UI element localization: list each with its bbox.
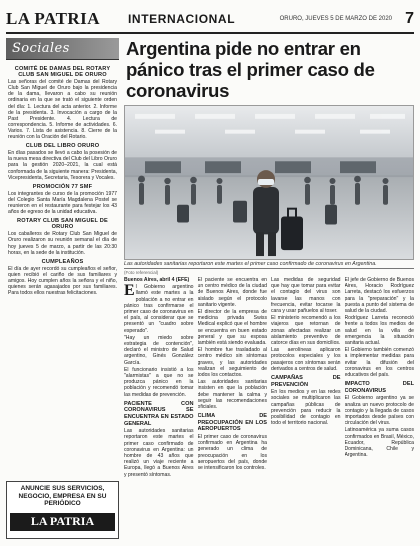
article-paragraph: El funcionario insistió a los "alarmistas" a que no se produzca pánico en la población y recomendó tomar las medidas de prevención.: [124, 366, 194, 398]
article-column: [124, 277, 194, 531]
sociales-text: [6, 60, 119, 296]
masthead: [6, 6, 414, 34]
article-photo: [124, 105, 414, 260]
article-column: [271, 277, 341, 531]
section-name: INTERNACIONAL: [128, 12, 236, 26]
article-paragraph: Rodríguez Larreta reconoció frente a todos los medios de salud en la villa de emergencia la situación sanitaria actual.: [344, 315, 414, 347]
article-column: [198, 277, 268, 531]
issue-date: ORURO, JUEVES 5 DE MARZO DE 2020: [279, 16, 392, 22]
article-lead: [124, 284, 194, 334]
article-paragraph: Las autoridades sanitarias reportaron este martes el primer caso confirmado de coronavirus en Argentina: un hombre de 43 años que realizó un viaje reciente a Europa, llegó a Buenos Aires y presentó síntomas.: [124, 428, 194, 478]
article-subhead: PACIENTE CON CORONAVIRUS SE ENCUENTRA EN ESTADO GENERAL: [124, 400, 194, 427]
social-block-body: Los caballeros de Rotary Club San Miguel de Oruro realizaron su reunión semanal el día de hoy jueves 5 de marzo, a partir de las 20:30 horas, en la sede de la institución.: [8, 231, 117, 256]
photo-caption: Las autoridades sanitarias reportaron este martes el primer caso confirmado de coronavirus en Argentina.: [124, 260, 414, 269]
drop-cap: E: [124, 282, 135, 300]
article-paragraph: El hombre fue trasladado al centro médico sin síntomas graves, y las autoridades realizan el seguimiento de todos los contactos.: [197, 347, 267, 379]
social-block-title: CLUB DEL LIBRO ORURO: [25, 143, 100, 150]
article-paragraph: El director de la empresa de medicina privada Swiss Medical explicó que el hombre se encuentra en buen estado general y que su esposa también está siendo evaluada.: [197, 309, 267, 347]
article-subhead: CAMPAÑAS DE PREVENCIÓN: [271, 375, 341, 388]
article-paragraph: En los medios y en las redes sociales se multiplicaron las campañas públicas de prevención para reducir la posibilidad de contagio en todo el territorio nacional.: [271, 389, 341, 427]
social-block-title: CUMPLEAÑOS: [41, 258, 84, 265]
article-paragraph: Las aerolíneas aplicaron protocolos especiales y los pasajeros con síntomas serán derivados a centros de salud.: [271, 347, 341, 372]
social-block-body: El día de ayer recordó su cumpleaños el señor, quien recibió el cariño de sus familiares y amigos. Hoy cumplen años la señora y el niño, quienes serán agasajados por sus familiares. Para todos ellos nuestras felicitaciones.: [8, 265, 117, 297]
article-paragraph: El ministerio recomendó a los viajeros que retornan de zonas afectadas realizar un aislamiento preventivo de catorce días en sus domicilios.: [271, 315, 341, 347]
article-headline: Argentina pide no entrar en pánico tras el primer caso de coronavirus: [126, 38, 375, 101]
article-paragraph: Las medidas de seguridad que hay que tomar para evitar el contagio del virus son lavarse las manos con frecuencia, evitar tocarse la cara y usar pañuelos al toser.: [271, 277, 341, 315]
main-article: [124, 38, 414, 539]
social-block-body: Los integrantes de curso de la promoción 1977 del Colegio Santa María Magdalena Postel se reunieron en el restaurante para festejar los 43 años de egreso de la unidad educativa.: [8, 190, 117, 216]
article-paragraph: El jefe de Gobierno de Buenos Aires, Horacio Rodríguez Larreta, destacó los esfuerzos para la "preparación" y la puesta a punto del sistema de salud de la ciudad.: [344, 277, 414, 315]
newspaper-brand: LA PATRIA: [6, 9, 101, 28]
sociales-banner: [6, 38, 119, 60]
article-subhead: CLIMA DE PREOCUPACIÓN EN LOS AEROPUERTOS: [197, 413, 267, 433]
advertisement-text: ANUNCIE SUS SERVICIOS, NEGOCIO, EMPRESA EN SU PERIÓDICO: [18, 485, 107, 507]
social-block-body: Las señoras del comité de Damas del Rotary Club San Miguel de Oruro bajo la presidencia de la dama, llevaron a cabo su reunión ordinaria en la que se trató el siguiente orden del día: 1. Lectura del acta anterior. 2. Informe de la presidenta. 3. Invocación a cargo de la Past Presidente. 4. Lectura de correspondencia. 5. Informe de actividades. 6. Varios. 7. Lista de asistencia. 8. Cierre de la reunión con la Oración del Rotario.: [8, 79, 117, 141]
article-paragraph: El Gobierno también comenzó a implementar medidas para evitar la difusión del coronavirus en los centros educativos del país.: [344, 347, 414, 379]
sociales-title: Sociales: [12, 41, 70, 56]
article-column: [345, 277, 415, 531]
page-number: 7: [405, 10, 414, 27]
article-paragraph: Latinoamérica ya suma casos confirmados en Brasil, México, Ecuador, República Dominicana, Chile y Argentina.: [344, 427, 414, 459]
advertisement-brand: LA PATRIA: [10, 513, 115, 531]
article-paragraph: El Gobierno argentino ya se analiza un nuevo protocolo de contagio y la llegada de casos importados desde países con circulación del virus.: [344, 395, 414, 427]
sociales-column: [6, 38, 119, 539]
photo-credit: (Foto referencial): [124, 270, 159, 275]
social-block-title: PROMOCIÓN 77 SMF: [32, 183, 93, 190]
article-paragraph: Las autoridades sanitarias insisten en que la población debe mantener la calma y seguir las recomendaciones oficiales.: [197, 379, 267, 411]
social-block-title: COMITÉ DE DAMAS DEL ROTARY CLUB SAN MIGUEL DE ORURO: [14, 66, 111, 79]
social-block-body: En días pasados se llevó a cabo la posesión de la nueva mesa directiva del Club del Libro Oruro para la gestión 2020–2021, la cual está conformada de la siguiente manera: Presidenta, Vicepresidenta, Secretaria, Tesorera y Vocales.: [8, 150, 118, 181]
advertisement-box: [6, 481, 119, 539]
article-paragraph: El primer caso de coronavirus confirmado en Argentina ha generado un clima de preocupación en los aeropuertos del país, donde se intensificaron los controles.: [197, 434, 267, 472]
article-dateline: Buenos Aires, abril 4 (EFE): [124, 277, 190, 283]
article-paragraph: "Hay un miedo sobre estrategia de contención", declaró el ministro de Salud argentino, Ginés González García.: [124, 334, 194, 366]
article-subhead: IMPACTO DEL CORONAVIRUS: [344, 381, 414, 394]
airport-scene-illustration: [125, 106, 413, 259]
article-body: [124, 277, 414, 531]
article-paragraph: El paciente se encuentra en un centro médico de la ciudad de Buenos Aires, donde fue aislado según el protocolo sanitario vigente.: [197, 277, 267, 308]
lead-text: l Gobierno argentino llamó este martes a la población a no entrar en pánico tras confirmarse el primer caso de coronavirus en el país, al considerar que se presentó un "cuadro sobre esperado".: [124, 284, 194, 334]
social-block-title: ROTARY CLUB SAN MIGUEL DE ORURO: [17, 218, 108, 231]
